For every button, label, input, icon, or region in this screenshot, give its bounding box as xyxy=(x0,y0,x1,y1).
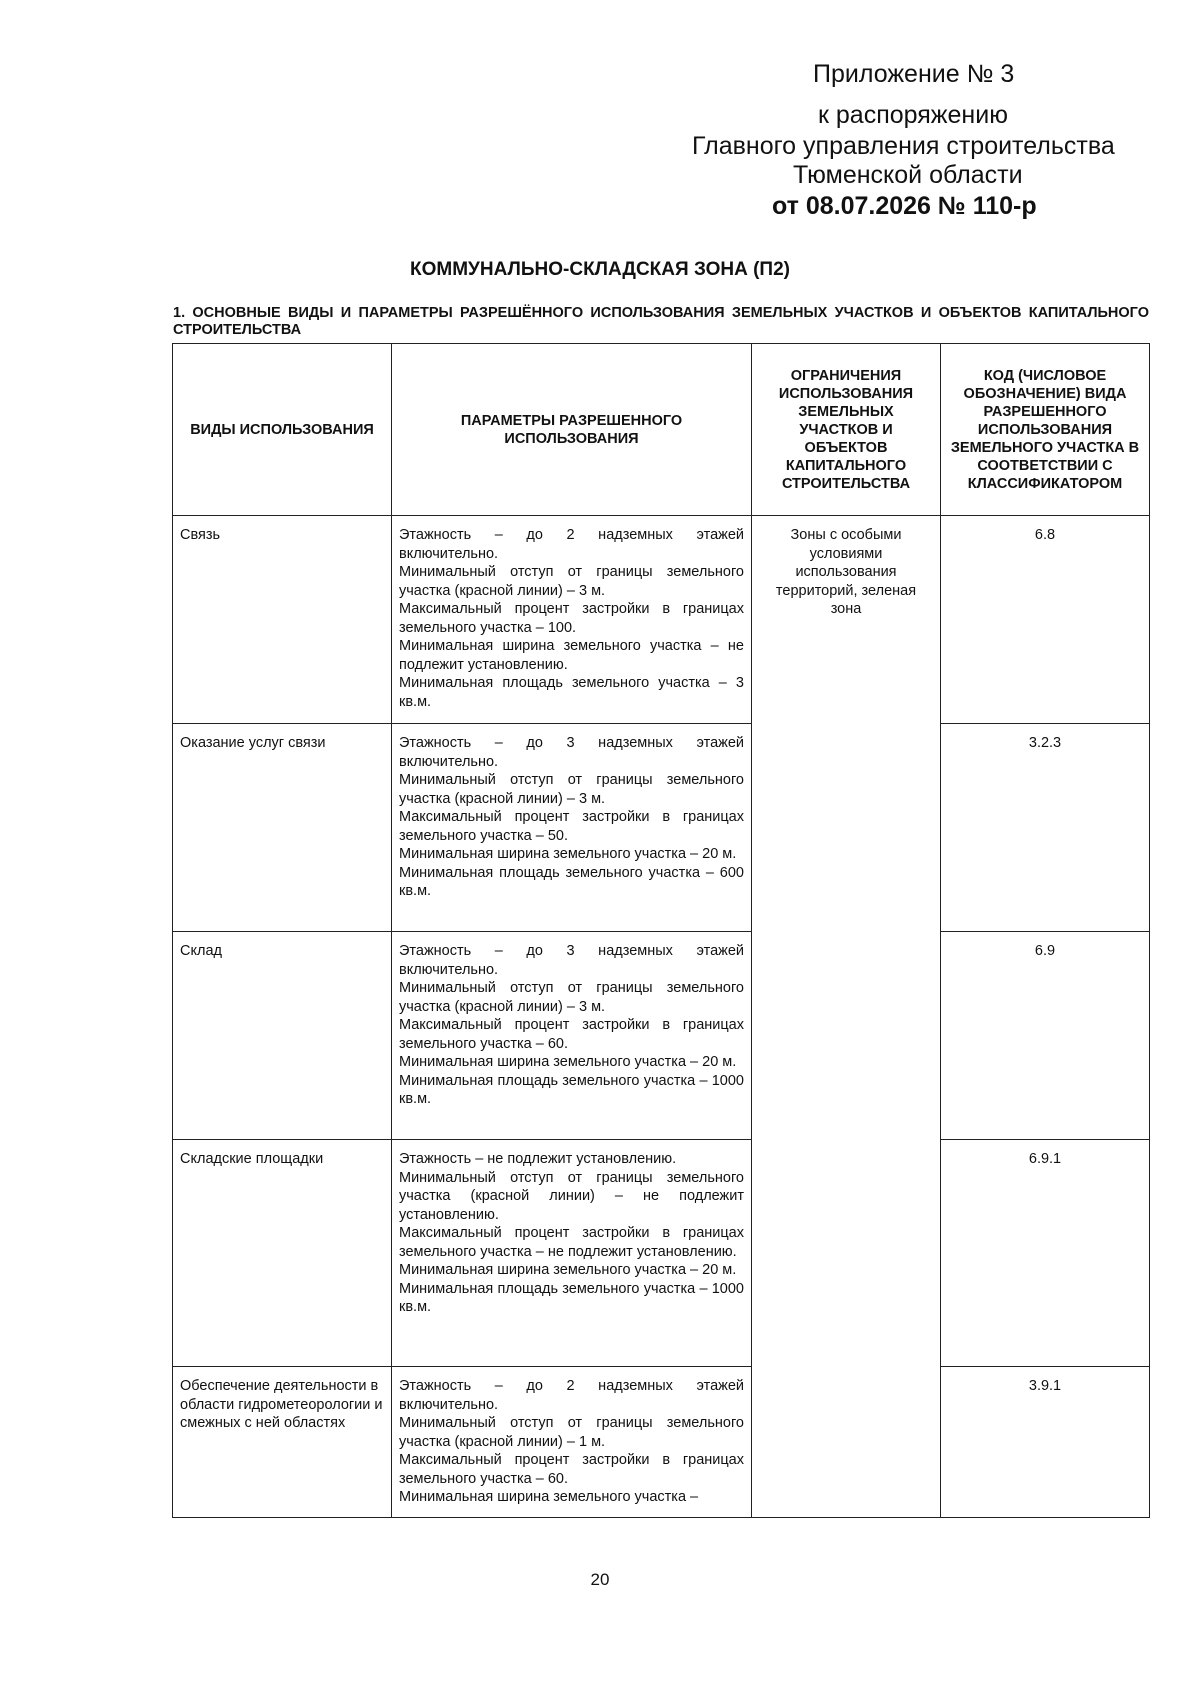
use-kind-cell: Склад xyxy=(173,932,392,1140)
param-line: Минимальный отступ от границы земельного участка (красной линии) – 3 м. xyxy=(399,980,744,1015)
param-line: Минимальная ширина земельного участка – 20 м. xyxy=(399,846,737,862)
parameters-cell xyxy=(392,1140,752,1367)
header-code: КОД (ЧИСЛОВОЕ ОБОЗНАЧЕНИЕ) ВИДА РАЗРЕШЕННОГО ИСПОЛЬЗОВАНИЯ ЗЕМЕЛЬНОГО УЧАСТКА В СООТВЕТСТВИИ С КЛАССИФИКАТОРОМ xyxy=(941,344,1150,516)
restrictions-cell: Зоны с особыми условиями использования территорий, зеленая зона xyxy=(752,516,941,1518)
header-kinds: ВИДЫ ИСПОЛЬЗОВАНИЯ xyxy=(173,344,392,516)
page-number: 20 xyxy=(590,1570,610,1589)
param-line: Минимальная площадь земельного участка – 3 кв.м. xyxy=(399,675,744,710)
param-line: Этажность – до 3 надземных этажей включительно. xyxy=(399,943,744,978)
order-date-number: от 08.07.2026 № 110-р xyxy=(772,192,1037,220)
organization-line-2: Тюменской области xyxy=(793,161,1023,189)
use-kind-cell: Складские площадки xyxy=(173,1140,392,1367)
document-header xyxy=(0,0,1200,240)
code-cell: 6.8 xyxy=(941,516,1150,724)
table-row xyxy=(173,516,1150,724)
table-row xyxy=(173,724,1150,932)
zone-title: КОММУНАЛЬНО-СКЛАДСКАЯ ЗОНА (П2) xyxy=(410,259,790,280)
parameters-cell xyxy=(392,1367,752,1518)
param-line: Минимальная ширина земельного участка – 20 м. xyxy=(399,1262,737,1278)
param-line: Минимальная площадь земельного участка – 1000 кв.м. xyxy=(399,1072,744,1107)
code-cell: 6.9 xyxy=(941,932,1150,1140)
param-line: Минимальная ширина земельного участка – xyxy=(399,1489,699,1505)
param-line: Максимальный процент застройки в границах земельного участка – 50. xyxy=(399,809,744,844)
parameters-cell xyxy=(392,932,752,1140)
use-kind-cell: Связь xyxy=(173,516,392,724)
parameters-cell xyxy=(392,516,752,724)
param-line: Максимальный процент застройки в границах земельного участка – 100. xyxy=(399,601,744,636)
param-line: Этажность – до 3 надземных этажей включительно. xyxy=(399,735,744,770)
param-line: Минимальная ширина земельного участка – не подлежит установлению. xyxy=(399,638,744,673)
appendix-label: Приложение № 3 xyxy=(813,60,1015,88)
table-row xyxy=(173,1367,1150,1518)
use-kind-cell: Обеспечение деятельности в области гидрометеорологии и смежных с ней областях xyxy=(173,1367,392,1518)
organization-line-1: Главного управления строительства xyxy=(692,132,1115,160)
table-row xyxy=(173,932,1150,1140)
param-line: Минимальный отступ от границы земельного участка (красной линии) – 3 м. xyxy=(399,772,744,807)
param-line: Максимальный процент застройки в границах земельного участка – 60. xyxy=(399,1017,744,1052)
param-line: Этажность – до 2 надземных этажей включительно. xyxy=(399,527,744,562)
param-line: Минимальная ширина земельного участка – 20 м. xyxy=(399,1054,737,1070)
table-row xyxy=(173,1140,1150,1367)
header-restrictions: ОГРАНИЧЕНИЯ ИСПОЛЬЗОВАНИЯ ЗЕМЕЛЬНЫХ УЧАСТКОВ И ОБЪЕКТОВ КАПИТАЛЬНОГО СТРОИТЕЛЬСТВА xyxy=(752,344,941,516)
code-cell: 6.9.1 xyxy=(941,1140,1150,1367)
param-line: Минимальная площадь земельного участка – 600 кв.м. xyxy=(399,864,744,899)
param-line: Минимальная площадь земельного участка – 1000 кв.м. xyxy=(399,1280,744,1315)
code-cell: 3.2.3 xyxy=(941,724,1150,932)
code-cell: 3.9.1 xyxy=(941,1367,1150,1518)
section-heading: 1. ОСНОВНЫЕ ВИДЫ И ПАРАМЕТРЫ РАЗРЕШЁННОГО ИСПОЛЬЗОВАНИЯ ЗЕМЕЛЬНЫХ УЧАСТКОВ И ОБЪЕКТОВ КАПИТАЛЬНОГО СТРОИТЕЛЬСТВА xyxy=(173,305,1149,338)
param-line: Минимальный отступ от границы земельного участка (красной линии) – 3 м. xyxy=(399,564,744,599)
parameters-cell xyxy=(392,724,752,932)
land-use-table xyxy=(172,343,1150,1518)
param-line: Максимальный процент застройки в границах земельного участка – 60. xyxy=(399,1452,744,1487)
order-label: к распоряжению xyxy=(818,101,1008,129)
table-header-row xyxy=(173,344,1150,516)
param-line: Этажность – до 2 надземных этажей включительно. xyxy=(399,1378,744,1413)
header-parameters: ПАРАМЕТРЫ РАЗРЕШЕННОГО ИСПОЛЬЗОВАНИЯ xyxy=(392,344,752,516)
param-line: Этажность – не подлежит установлению. xyxy=(399,1151,677,1167)
use-kind-cell: Оказание услуг связи xyxy=(173,724,392,932)
param-line: Минимальный отступ от границы земельного участка (красной линии) – 1 м. xyxy=(399,1415,744,1450)
param-line: Максимальный процент застройки в границах земельного участка – не подлежит установлению. xyxy=(399,1225,744,1260)
param-line: Минимальный отступ от границы земельного участка (красной линии) – не подлежит установлению. xyxy=(399,1169,744,1223)
